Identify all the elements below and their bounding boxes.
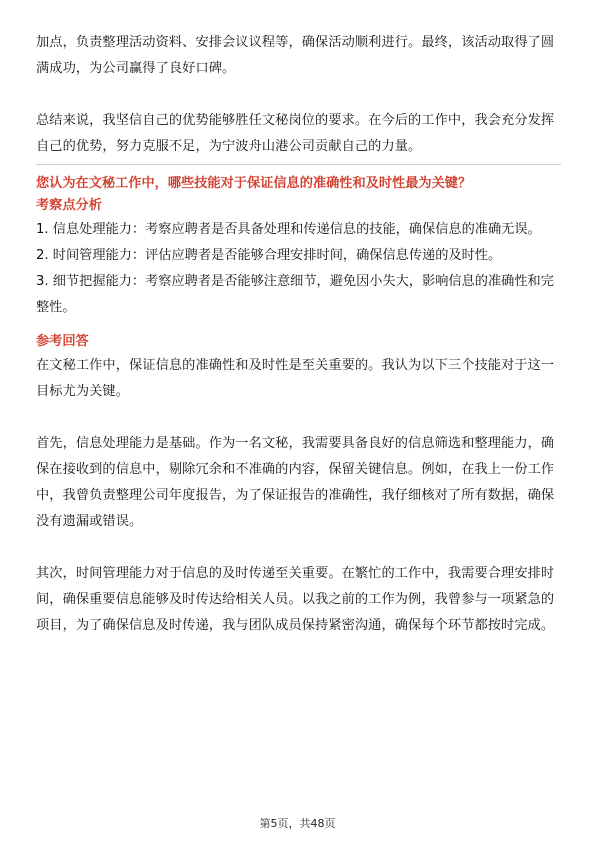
analysis-item-1: 1. 信息处理能力：考察应聘者是否具备处理和传递信息的技能，确保信息的准确无误。 — [36, 222, 541, 237]
intro-paragraph-2: 总结来说，我坚信自己的优势能够胜任文秘岗位的要求。在今后的工作中，我会充分发挥自己的优势，努力克服不足，为宁波舟山港公司贡献自己的力量。 — [36, 113, 555, 154]
analysis-item-2: 2. 时间管理能力：评估应聘者是否能够合理安排时间，确保信息传递的及时性。 — [36, 248, 502, 263]
spacer — [36, 82, 561, 108]
spacer — [36, 321, 561, 331]
intro-paragraph-1: 加点，负责整理活动资料、安排会议议程等，确保活动顺利进行。最终，该活动取得了圆满成功，为公司赢得了良好口碑。 — [36, 35, 555, 76]
page-number-footer: 第5页，共48页 — [259, 817, 336, 830]
page-content — [36, 30, 561, 639]
answer-paragraph-2: 首先，信息处理能力是基础。作为一名文秘，我需要具备良好的信息筛选和整理能力，确保在接收到的信息中，剔除冗余和不准确的内容，保留关键信息。例如，在我上一份工作中，我曾负责整理公司年度报告，为了保证报告的准确性，我仔细核对了所有数据，确保没有遗漏或错误。 — [36, 436, 555, 529]
answer-title: 参考回答 — [36, 334, 89, 349]
answer-paragraph-1: 在文秘工作中，保证信息的准确性和及时性是至关重要的。我认为以下三个技能对于这一目标尤为关键。 — [36, 358, 555, 399]
spacer — [36, 535, 561, 561]
analysis-item-3: 3. 细节把握能力：考察应聘者是否能够注意细节，避免因小失大，影响信息的准确性和完整性。 — [36, 274, 554, 315]
interview-question: 您认为在文秘工作中，哪些技能对于保证信息的准确性和及时性最为关键？ — [36, 176, 472, 191]
answer-paragraph-3: 其次，时间管理能力对于信息的及时传递至关重要。在繁忙的工作中，我需要合理安排时间，确保重要信息能够及时传达给相关人员。以我之前的工作为例，我曾参与一项紧急的项目，为了确保信息及时传递，我与团队成员保持紧密沟通，确保每个环节都按时完成。 — [36, 566, 555, 633]
spacer — [36, 405, 561, 431]
section-divider — [36, 164, 561, 165]
analysis-title: 考察点分析 — [36, 198, 102, 213]
